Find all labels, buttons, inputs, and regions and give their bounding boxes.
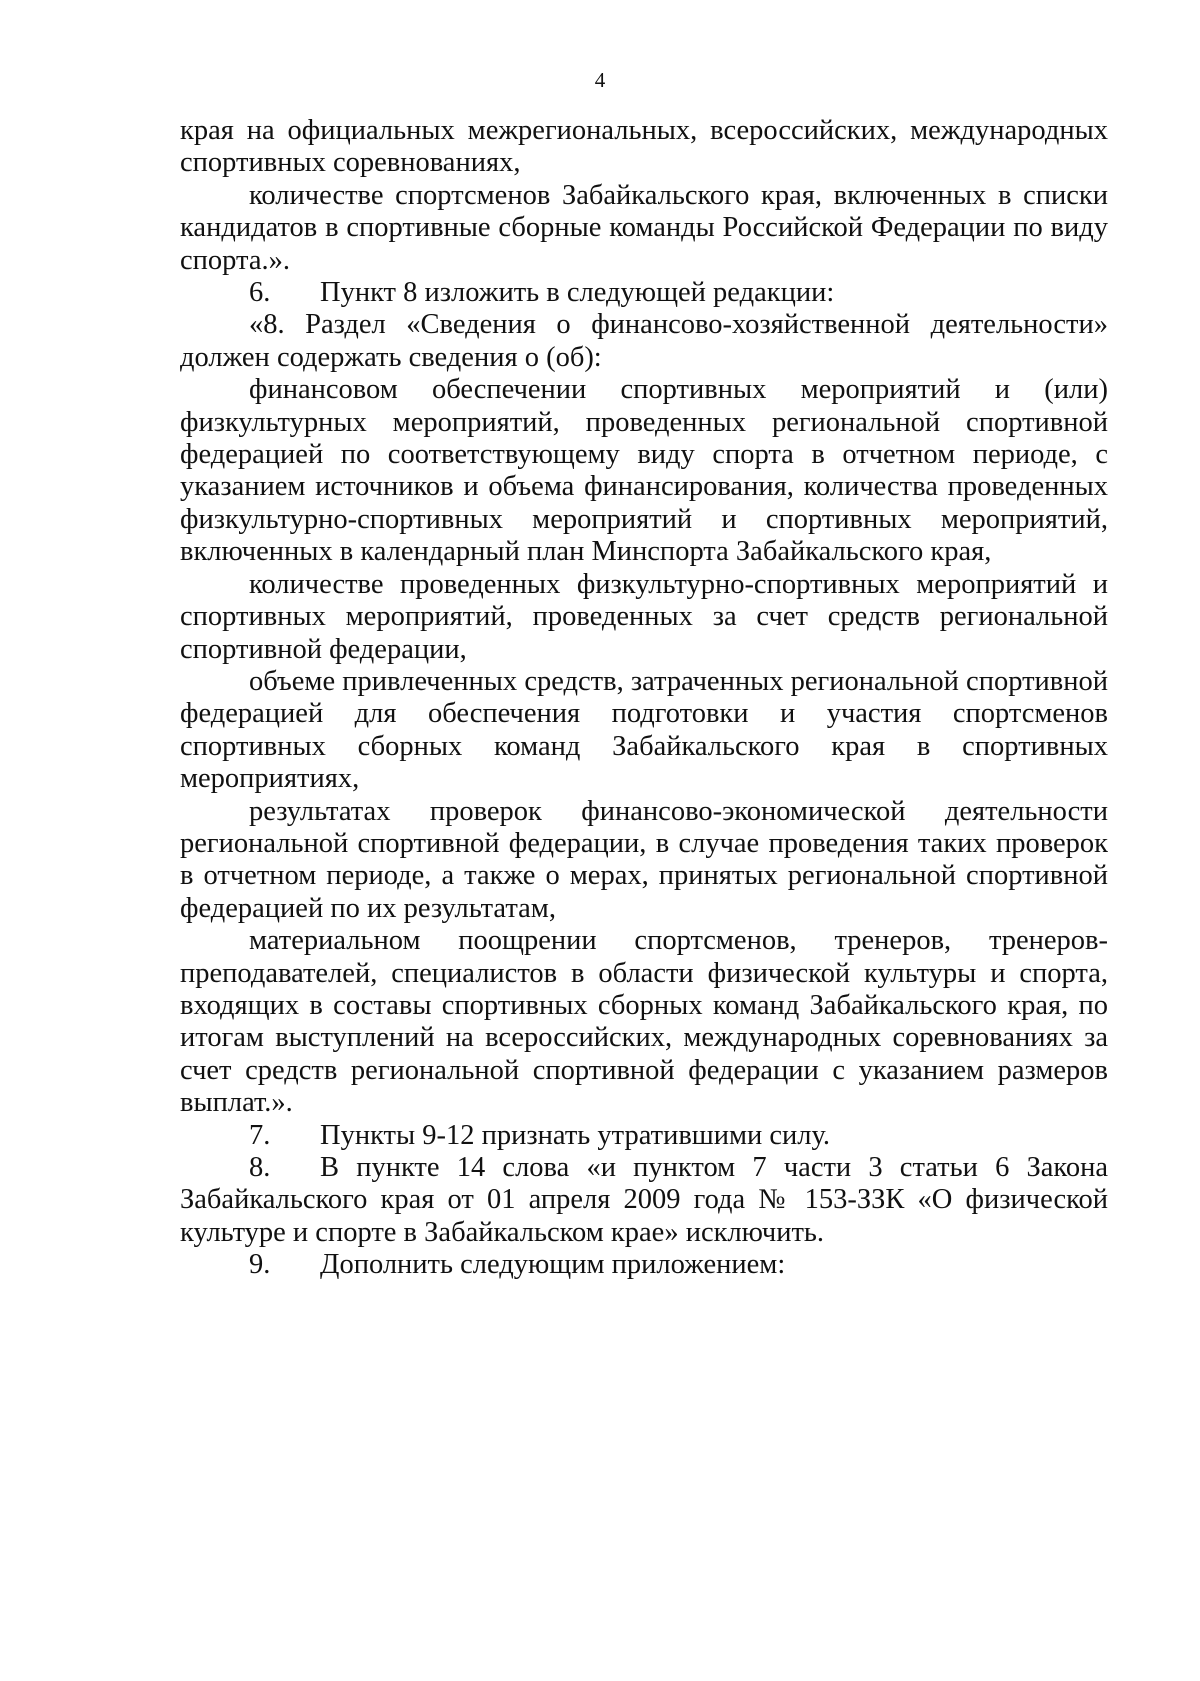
paragraph-financial-support: финансовом обеспечении спортивных мероприятий и (или) физкультурных мероприятий, проведенных региональной спортивной федерацией по соответствующему виду спорта в отчетном периоде, с указанием источников и объема финансирования, количества проведенных физкультурно-спортивных мероприятий и спортивных мероприятий, включенных в календарный план Минспорта Забайкальского края, <box>180 374 1108 568</box>
paragraph-audit-results: результатах проверок финансово-экономической деятельности региональной спортивной федерации, в случае проведения таких проверок в отчетном периоде, а также о мерах, принятых региональной спортивной федерацией по их результатам, <box>180 795 1108 924</box>
item-number: 9. <box>249 1249 271 1281</box>
item-number: 7. <box>249 1119 271 1151</box>
item-number: 6. <box>249 277 271 309</box>
paragraph-item-9 <box>180 1249 1108 1281</box>
item-text: В пункте 14 слова «и пунктом 7 части 3 статьи 6 Закона Забайкальского края от 01 апреля 2009 года № 153-ЗЗК «О физической культуре и спорте в Забайкальском крае» исключить. <box>180 1152 1108 1248</box>
paragraph-item-7 <box>180 1120 1108 1152</box>
item-text: Дополнить следующим приложением: <box>320 1249 786 1281</box>
document-body <box>180 115 1108 1282</box>
item-text: Пункт 8 изложить в следующей редакции: <box>320 277 835 309</box>
paragraph-section-8: «8. Раздел «Сведения о финансово-хозяйственной деятельности» должен содержать сведения о (об): <box>180 309 1108 373</box>
item-text: Пункты 9-12 признать утратившими силу. <box>320 1119 831 1151</box>
paragraph-item-8 <box>180 1152 1108 1249</box>
page-number: 4 <box>594 68 606 92</box>
paragraph-material-incentives: материальном поощрении спортсменов, тренеров, тренеров-преподавателей, специалистов в области физической культуры и спорта, входящих в составы спортивных сборных команд Забайкальского края, по итогам выступлений на всероссийских, международных соревнованиях за счет средств региональной спортивной федерации с указанием размеров выплат.». <box>180 925 1108 1119</box>
paragraph-athletes-count: количестве спортсменов Забайкальского края, включенных в списки кандидатов в спортивные сборные команды Российской Федерации по виду спорта.». <box>180 179 1108 276</box>
paragraph-events-count: количестве проведенных физкультурно-спортивных мероприятий и спортивных мероприятий, проведенных за счет средств региональной спортивной федерации, <box>180 568 1108 665</box>
paragraph-item-6 <box>180 277 1108 309</box>
item-number: 8. <box>249 1152 271 1183</box>
paragraph-continuation: края на официальных межрегиональных, всероссийских, международных спортивных соревнованиях, <box>180 115 1108 179</box>
paragraph-attracted-funds: объеме привлеченных средств, затраченных региональной спортивной федерацией для обеспечения подготовки и участия спортсменов спортивных сборных команд Забайкальского края в спортивных мероприятиях, <box>180 665 1108 795</box>
